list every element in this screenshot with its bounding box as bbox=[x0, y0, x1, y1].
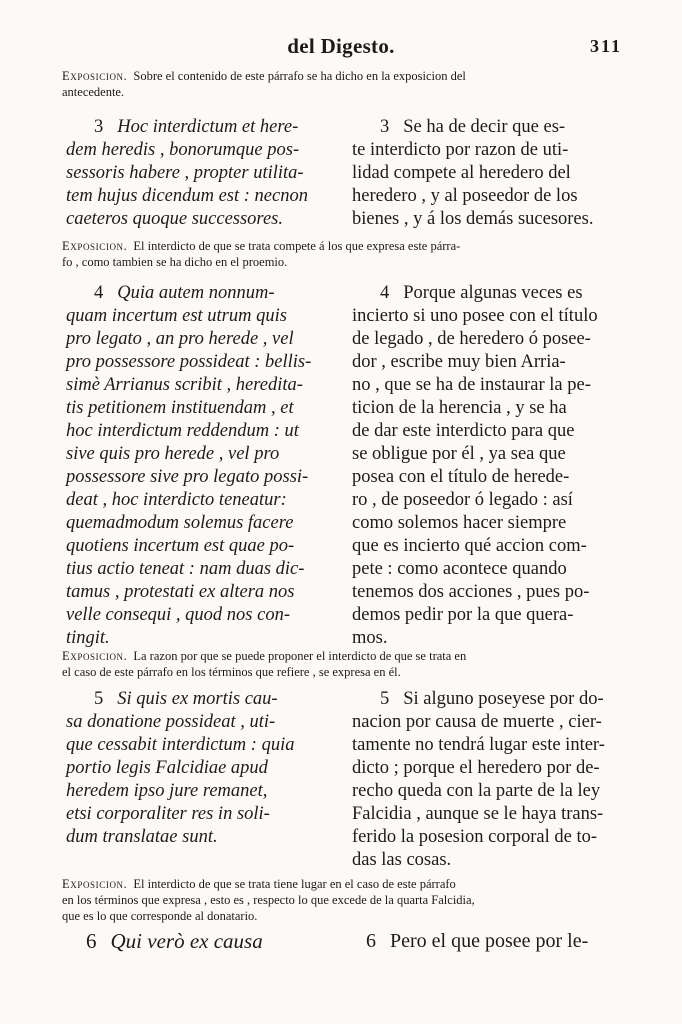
spanish-line: no , que se ha de instaurar la pe- bbox=[352, 375, 591, 395]
latin-line: caeteros quoque successores. bbox=[66, 209, 283, 229]
spanish-line: nacion por causa de muerte , cier- bbox=[352, 712, 602, 732]
latin-line: dum translatae sunt. bbox=[66, 827, 218, 847]
latin-line: velle consequi , quod nos con- bbox=[66, 605, 290, 625]
spanish-line: incierto si uno posee con el título bbox=[352, 306, 598, 326]
spanish-line: ro , de poseedor ó legado : así bbox=[352, 490, 573, 510]
spanish-line: mos. bbox=[352, 628, 388, 648]
exposition-note bbox=[62, 238, 630, 270]
latin-line: quam incertum est utrum quis bbox=[66, 306, 287, 326]
exposition-line: el caso de este párrafo en los términos que refiere , se expresa en él. bbox=[62, 665, 401, 679]
running-title: del Digesto. bbox=[287, 34, 395, 58]
latin-line: possessore sive pro legato possi- bbox=[66, 467, 309, 487]
latin-line: tingit. bbox=[66, 628, 110, 648]
spanish-line: que es incierto qué accion com- bbox=[352, 536, 587, 556]
spanish-line: de legado , de heredero ó posee- bbox=[352, 329, 591, 349]
latin-line: quemadmodum solemus facere bbox=[66, 513, 294, 533]
spanish-line: lidad compete al heredero del bbox=[352, 163, 571, 183]
latin-paragraph bbox=[66, 930, 332, 953]
latin-line: tis petitionem instituendam , et bbox=[66, 398, 294, 418]
spanish-line: Falcidia , aunque se le haya trans- bbox=[352, 804, 604, 824]
spanish-line: como solemos hacer siempre bbox=[352, 513, 567, 533]
spanish-paragraph bbox=[352, 930, 624, 953]
spanish-line: 4 Porque algunas veces es bbox=[380, 283, 583, 303]
exposition-line: fo , como tambien se ha dicho en el proemio. bbox=[62, 255, 288, 269]
paragraph-number: 3 bbox=[94, 117, 104, 137]
latin-line: heredem ipso jure remanet, bbox=[66, 781, 268, 801]
latin-line: portio legis Falcidiae apud bbox=[66, 758, 268, 778]
latin-paragraph bbox=[66, 688, 332, 849]
spanish-line: dicto ; porque el heredero por de- bbox=[352, 758, 600, 778]
paragraph-number: 6 bbox=[366, 930, 376, 952]
latin-line: pro possessore possideat : bellis- bbox=[66, 352, 312, 372]
latin-line: 4 Quia autem nonnum- bbox=[94, 283, 275, 303]
spanish-paragraph bbox=[352, 688, 624, 872]
exposition-line: Exposicion. Sobre el contenido de este párrafo se ha dicho en la exposicion del bbox=[62, 69, 466, 83]
exposition-line: Exposicion. La razon por que se puede proponer el interdicto de que se trata en bbox=[62, 649, 467, 663]
latin-paragraph bbox=[66, 116, 332, 231]
latin-line: hoc interdictum reddendum : ut bbox=[66, 421, 299, 441]
exposition-note bbox=[62, 68, 630, 100]
spanish-line: tamente no tendrá lugar este inter- bbox=[352, 735, 605, 755]
spanish-line: ferido la posesion corporal de to- bbox=[352, 827, 598, 847]
spanish-line: dor , escribe muy bien Arria- bbox=[352, 352, 566, 372]
latin-line: 5 Si quis ex mortis cau- bbox=[94, 689, 278, 709]
latin-line: sive quis pro herede , vel pro bbox=[66, 444, 280, 464]
latin-line: 6 Qui verò ex causa bbox=[86, 929, 263, 953]
spanish-line: de dar este interdicto para que bbox=[352, 421, 575, 441]
latin-line: deat , hoc interdicto teneatur: bbox=[66, 490, 287, 510]
paragraph-number: 5 bbox=[94, 689, 104, 709]
spanish-line: 3 Se ha de decir que es- bbox=[380, 117, 566, 137]
latin-line: simè Arrianus scribit , heredita- bbox=[66, 375, 303, 395]
page-header bbox=[0, 34, 682, 64]
spanish-line: posea con el título de herede- bbox=[352, 467, 570, 487]
spanish-line: bienes , y á los demás sucesores. bbox=[352, 209, 594, 229]
exposition-note bbox=[62, 648, 630, 680]
exposition-line: Exposicion. El interdicto de que se trata tiene lugar en el caso de este párrafo bbox=[62, 877, 456, 891]
latin-line: tamus , protestati ex altera nos bbox=[66, 582, 295, 602]
exposition-line: en los términos que expresa , esto es , respecto lo que excede de la quarta Falcidia, bbox=[62, 893, 475, 907]
spanish-paragraph bbox=[352, 282, 624, 650]
latin-line: dem heredis , bonorumque pos- bbox=[66, 140, 300, 160]
paragraph-number: 3 bbox=[380, 117, 390, 137]
latin-line: sa donatione possideat , uti- bbox=[66, 712, 276, 732]
exposition-label: Exposicion. bbox=[62, 877, 128, 891]
latin-line: pro legato , an pro herede , vel bbox=[66, 329, 294, 349]
latin-paragraph bbox=[66, 282, 332, 650]
exposition-note bbox=[62, 876, 630, 924]
exposition-line: que es lo que corresponde al donatario. bbox=[62, 909, 258, 923]
paragraph-number: 6 bbox=[86, 929, 97, 953]
exposition-label: Exposicion. bbox=[62, 69, 128, 83]
paragraph-number: 4 bbox=[94, 283, 104, 303]
spanish-line: tenemos dos acciones , pues po- bbox=[352, 582, 590, 602]
exposition-line: Exposicion. El interdicto de que se trata compete á los que expresa este párra- bbox=[62, 239, 461, 253]
spanish-line: 5 Si alguno poseyese por do- bbox=[380, 689, 604, 709]
exposition-label: Exposicion. bbox=[62, 239, 128, 253]
spanish-line: se obligue por él , ya sea que bbox=[352, 444, 566, 464]
spanish-line: recho queda con la parte de la ley bbox=[352, 781, 601, 801]
latin-line: etsi corporaliter res in soli- bbox=[66, 804, 270, 824]
spanish-line: te interdicto por razon de uti- bbox=[352, 140, 569, 160]
spanish-line: demos pedir por la que quera- bbox=[352, 605, 574, 625]
page-number: 311 bbox=[589, 36, 622, 56]
latin-line: tius actio teneat : nam duas dic- bbox=[66, 559, 305, 579]
latin-line: sessoris habere , propter utilita- bbox=[66, 163, 304, 183]
spanish-line: ticion de la herencia , y se ha bbox=[352, 398, 567, 418]
exposition-label: Exposicion. bbox=[62, 649, 128, 663]
paragraph-number: 5 bbox=[380, 689, 390, 709]
latin-line: tem hujus dicendum est : necnon bbox=[66, 186, 308, 206]
spanish-line: 6 Pero el que posee por le- bbox=[366, 930, 589, 952]
exposition-line: antecedente. bbox=[62, 85, 125, 99]
spanish-line: pete : como acontece quando bbox=[352, 559, 567, 579]
paragraph-number: 4 bbox=[380, 283, 390, 303]
spanish-line: das las cosas. bbox=[352, 850, 452, 870]
spanish-line: heredero , y al poseedor de los bbox=[352, 186, 578, 206]
latin-line: quotiens incertum est quae po- bbox=[66, 536, 295, 556]
spanish-paragraph bbox=[352, 116, 624, 231]
latin-line: que cessabit interdictum : quia bbox=[66, 735, 295, 755]
latin-line: 3 Hoc interdictum et here- bbox=[94, 117, 299, 137]
